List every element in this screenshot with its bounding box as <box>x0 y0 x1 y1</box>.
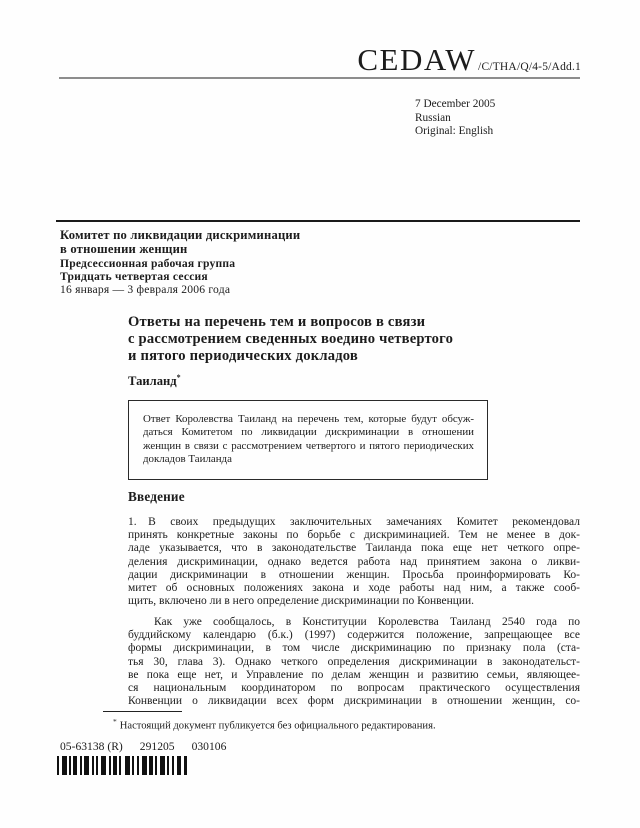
section-divider-rule <box>56 220 580 222</box>
document-title: Ответы на перечень тем и вопросов в связи с рассмотрением сведенных воедино четвертого и пятого периодических докладов <box>128 314 454 364</box>
job-number: 05-63138 (R) <box>60 740 123 753</box>
summary-box: Ответ Королевства Таиланд на перечень тем, которые будут обсуж- даться Комитетом по ликвидации дискриминации в отношении женщин в связи с рассмотрением четвертого и пятого периодических докладов Таиланда <box>128 400 488 480</box>
country-footnote-marker: * <box>176 373 181 382</box>
footnote <box>113 716 483 733</box>
committee-name-line1: Комитет по ликвидации дискриминации <box>60 228 301 242</box>
footer-id-line <box>60 740 226 753</box>
paragraph-2: Как уже сообщалось, в Конституции Королевства Таиланд 2540 года по буддийскому календарю (б.к.) (1997) содержится положение, запрещающее все формы дискриминации, в том числе дискриминацию по признаку пола (ста- тья 30, глава 3). Однако четкого определения дискриминации в законодательст- ве пока еще нет, и Управление по делам женщин и развитию семьи, являющее- ся национальным координатором по вопросам практического осуществления Конвенции о ликвидации всех форм дискриминации в отношении женщин, со- <box>128 616 580 708</box>
document-symbol: /C/THA/Q/4-5/Add.1 <box>478 61 581 73</box>
country-heading <box>128 373 181 389</box>
masthead-acronym: CEDAW <box>357 42 477 77</box>
footnote-text: Настоящий документ публикуется без официального редактирования. <box>119 720 436 732</box>
committee-name-line2: в отношении женщин <box>60 241 188 256</box>
paragraph-1: 1. В своих предыдущих заключительных замечаниях Комитет рекомендовал принять конкретные законы по борьбе с дискриминацией. Тем не менее в док- ладе указывается, что в законодательстве Таиланда пока еще нет четкого опре- деления дискриминации, однако ведется работа над принятием закона о ликви- дации дискриминации в отношении женщин. Просьба проинформировать Ко- митет об основных положениях закона и ходе работы над ним, а также сооб- щить, включено ли в него определение дискриминации по Конвенции. <box>128 516 580 608</box>
working-group: Предсессионная рабочая группа <box>60 256 236 270</box>
committee-block <box>60 229 300 296</box>
session-title: Тридцать четвертая сессия <box>60 269 208 283</box>
footnote-rule <box>103 711 182 712</box>
issue-original-language: Original: English <box>415 125 494 138</box>
footer-date-2: 030106 <box>191 740 227 753</box>
issue-date: 7 December 2005 <box>415 98 496 110</box>
barcode <box>57 756 188 775</box>
masthead <box>357 42 581 78</box>
country-name: Таиланд <box>128 374 177 389</box>
header-rule <box>59 77 580 79</box>
section-heading-introduction: Введение <box>128 489 185 504</box>
footnote-marker: * <box>113 717 117 726</box>
issue-info <box>415 98 495 139</box>
issue-language: Russian <box>415 111 451 124</box>
footer-date-1: 291205 <box>139 740 175 753</box>
session-dates: 16 января — 3 февраля 2006 года <box>60 283 231 296</box>
